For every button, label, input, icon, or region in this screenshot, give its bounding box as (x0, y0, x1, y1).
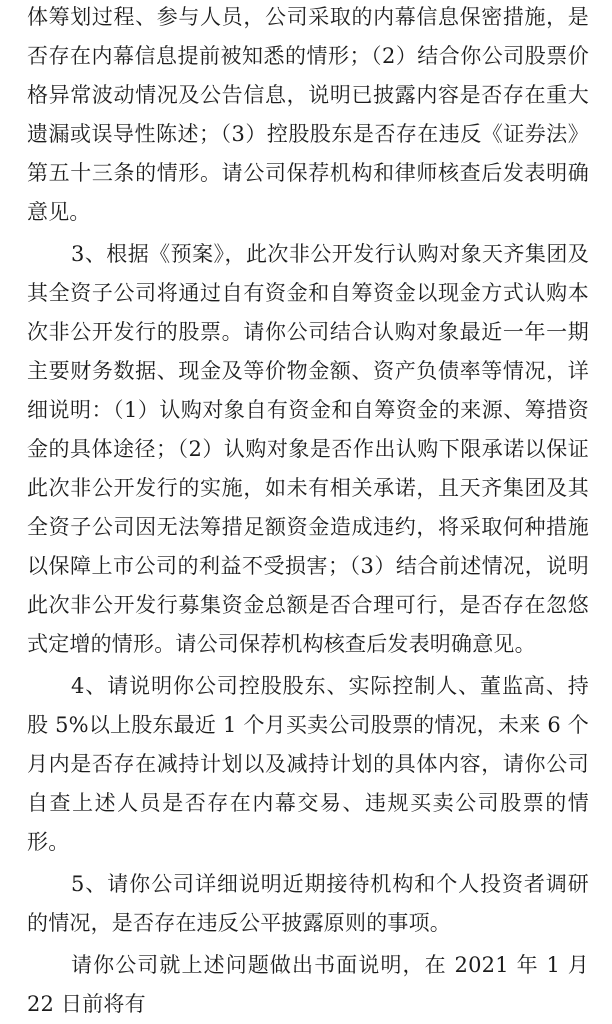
paragraph-item-3: 3、根据《预案》，此次非公开发行认购对象天齐集团及其全资子公司将通过自有资金和自筹资金以现金方式认购本次非公开发行的股票。请你公司结合认购对象最近一年一期主要财务数据、现金及等价物金额、资产负债率等情况，详细说明：（1）认购对象自有资金和自筹资金的来源、筹措资金的具体途径；（2）认购对象是否作出认购下限承诺以保证此次非公开发行的实施，如未有相关承诺，且天齐集团及其全资子公司因无法筹措足额资金造成违约，将采取何种措施以保障上市公司的利益不受损害；（3）结合前述情况，说明此次非公开发行募集资金总额是否合理可行，是否存在忽悠式定增的情形。请公司保荐机构核查后发表明确意见。 (27, 242, 589, 656)
paragraph-closing: 请你公司就上述问题做出书面说明，在 2021 年 1 月 22 日前将有 (27, 953, 589, 1016)
paragraph-item-5: 5、请你公司详细说明近期接待机构和个人投资者调研的情况，是否存在违反公平披露原则的事项。 (27, 872, 589, 935)
document-page (27, 0, 589, 1024)
paragraph-item-4: 4、请说明你公司控股股东、实际控制人、董监高、持股 5%以上股东最近 1 个月买卖公司股票的情况，未来 6 个月内是否存在减持计划以及减持计划的具体内容，请你公司自查上述人员是否存在内幕交易、违规买卖公司股票的情形。 (27, 674, 589, 854)
paragraph-continued: 体筹划过程、参与人员，公司采取的内幕信息保密措施，是否存在内幕信息提前被知悉的情形；（2）结合你公司股票价格异常波动情况及公告信息，说明已披露内容是否存在重大遗漏或误导性陈述；（3）控股股东是否存在违反《证券法》第五十三条的情形。请公司保荐机构和律师核查后发表明确意见。 (27, 5, 589, 224)
